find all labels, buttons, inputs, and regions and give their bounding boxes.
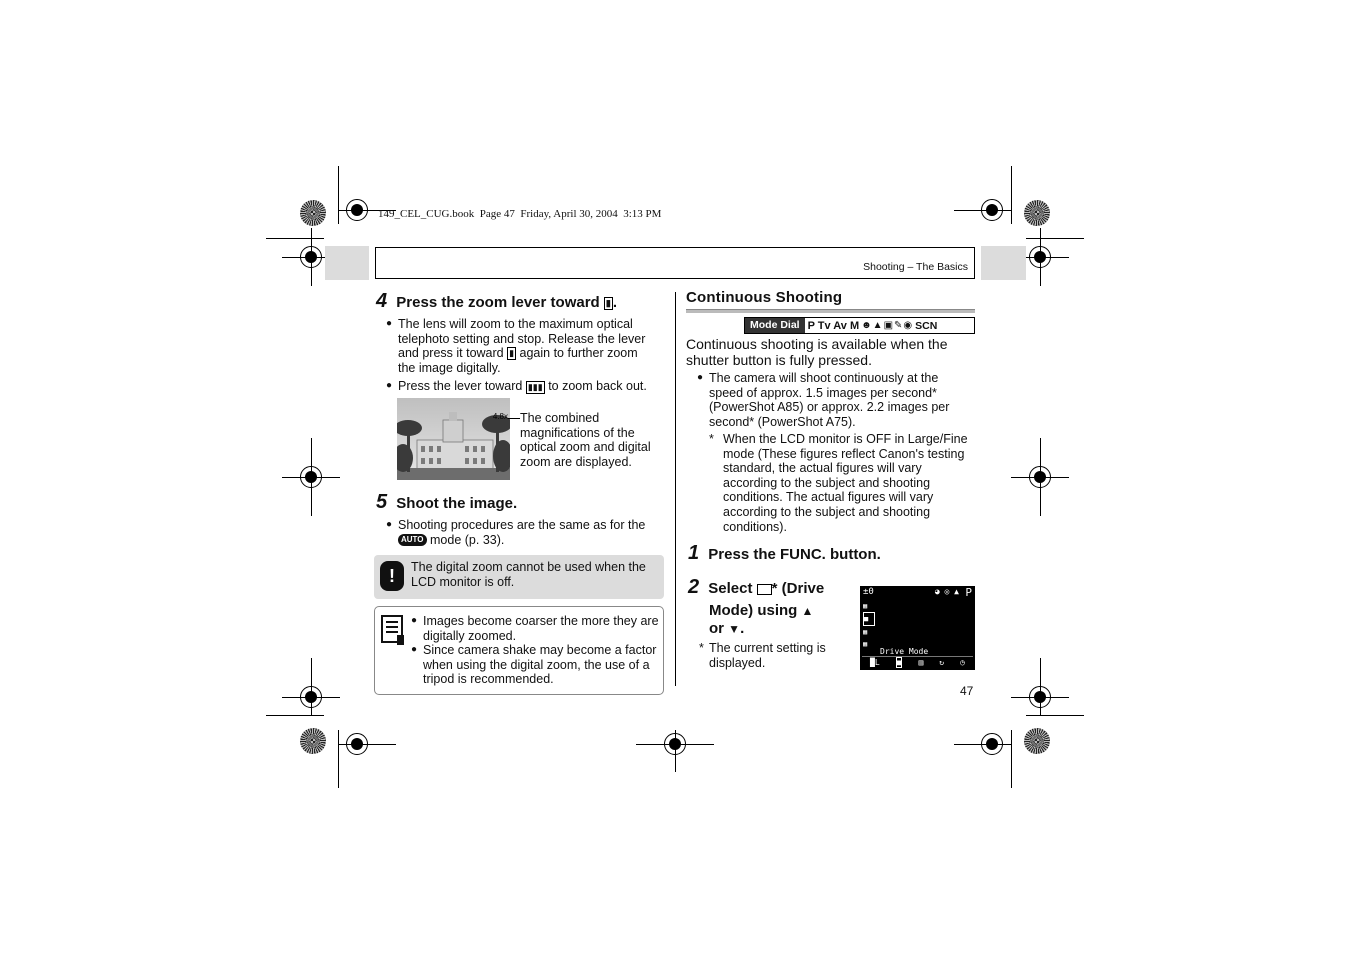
notes-box (374, 606, 664, 695)
note-asterisk: * (699, 641, 704, 655)
side-tab-left (325, 246, 369, 280)
bullet-text: to zoom back out. (548, 379, 647, 394)
section-title-continuous-shooting: Continuous Shooting (686, 289, 843, 306)
step-4-title-end: . (612, 294, 617, 311)
page-number: 47 (960, 684, 974, 698)
bullet-text: again to further zoom the image digitally. (398, 346, 638, 375)
crop-line (338, 166, 339, 224)
telephoto-icon: ▮ (605, 297, 611, 308)
step-1-heading (688, 542, 881, 565)
file-info: 149_CEL_CUG.book Page 47 Friday, April 30, 2004 3:13 PM (378, 208, 662, 220)
section-title: Shooting – The Basics (863, 261, 968, 273)
color-target-bottom-left (300, 728, 326, 754)
step-4-title: Press the zoom lever toward (396, 294, 600, 311)
step-2-title: Select (708, 580, 753, 597)
up-arrow-icon: ▲ (801, 604, 814, 618)
crop-line (311, 438, 312, 516)
scn-label: SCN (915, 319, 938, 332)
crop-line (266, 715, 324, 716)
list-item (386, 379, 666, 394)
crop-line (954, 744, 1012, 745)
step-5-heading (376, 491, 666, 514)
intro-text: Continuous shooting is available when the shutter button is fully pressed. (686, 336, 948, 368)
step-4 (376, 290, 666, 394)
list-item: ● Since camera shake may become a factor when using the digital zoom, the use of a tripod is recommended. (411, 643, 659, 687)
bullet-text: Shooting procedures are the same as for the (398, 518, 646, 532)
caution-text: The digital zoom cannot be used when the LCD monitor is off. (411, 560, 646, 589)
caption-leader-line (508, 418, 520, 419)
single-shot-icon (757, 584, 772, 595)
step-2-title: * (Drive (771, 580, 825, 597)
crop-line (1040, 438, 1041, 516)
color-target-top-left (300, 200, 326, 226)
crop-line (675, 730, 676, 772)
title-rule (686, 309, 975, 313)
photo-caption: The combined magnifications of the optical zoom and digital zoom are displayed. (520, 411, 651, 469)
notes-list (411, 614, 659, 687)
page-header (375, 247, 975, 279)
mode-dial-strip (744, 317, 975, 334)
mode-dial-label: Mode Dial (745, 318, 805, 333)
list-item (386, 518, 666, 547)
drive-mode-label: Drive Mode (880, 647, 929, 656)
zoom-readout: 4.8x (492, 412, 508, 421)
crop-line (311, 658, 312, 716)
ev-value: ±0 (863, 587, 874, 597)
step-number: 4 (376, 290, 388, 312)
scene-mode-icons: ☻▲▣✎◉ (861, 320, 914, 331)
step-number: 5 (376, 491, 388, 513)
list-item: ● Images become coarser the more they are digitally zoomed. (411, 614, 659, 643)
step-number: 2 (688, 576, 700, 598)
list-item (386, 317, 656, 375)
footnote-asterisk: * (709, 432, 714, 446)
crop-line (338, 730, 339, 788)
drive-options-bar: █L ■ ▥ ↻ ◷ (862, 656, 973, 668)
auto-mode-icon: AUTO (398, 534, 427, 546)
crop-line (266, 238, 324, 239)
footnote-text: When the LCD monitor is OFF in Large/Fine mode (These figures reflect Canon's testing standard, the actual figures will vary according to the subject and shooting conditions. The actual figures will vary according to the subject and shooting conditions). (723, 432, 968, 534)
mode-letters: P Tv Av M (807, 319, 860, 332)
wide-angle-icon: ▮▮▮ (527, 381, 543, 392)
zoom-example-photo (397, 398, 510, 480)
telephoto-icon: ▮ (509, 348, 515, 359)
crop-line (1026, 238, 1084, 239)
shooting-mode: P (965, 586, 972, 599)
crop-line (1040, 658, 1041, 716)
building-photo (397, 398, 510, 480)
step-2-title: Mode) using (709, 602, 798, 619)
step-2-note (699, 641, 839, 670)
step-2-title: or (709, 620, 724, 637)
column-divider (675, 292, 676, 686)
note-text: The current setting is displayed. (709, 641, 826, 670)
step-5-title: Shoot the image. (396, 495, 518, 512)
step-number: 1 (688, 542, 700, 564)
crop-line (311, 228, 312, 286)
crop-line (338, 744, 396, 745)
color-target-top-right (1024, 200, 1050, 226)
footnote (709, 432, 977, 534)
bullet-text: mode (p. 33). (430, 532, 505, 547)
step-2-heading (688, 578, 848, 598)
lcd-screen (860, 586, 975, 670)
crop-line (1026, 715, 1084, 716)
step-1-title: Press the FUNC. button. (708, 546, 881, 563)
color-target-bottom-right (1024, 728, 1050, 754)
crop-line (1011, 730, 1012, 788)
step-2-heading-line2: Mode) using ▲ or ▼. (709, 602, 814, 637)
status-icons: ◕ ◎ ▲ (934, 587, 959, 596)
caution-icon: ! (380, 561, 404, 591)
down-arrow-icon: ▼ (728, 622, 741, 636)
crop-line (1011, 166, 1012, 224)
menu-icons: ▦ ■ ▦ ▦ (863, 600, 875, 650)
step-5 (376, 491, 666, 547)
list-item: ● The camera will shoot continuously at the speed of approx. 1.5 images per second* (PowerShot A85) or approx. 2.2 images per second* (PowerShot A75). (697, 371, 975, 429)
bullet-text: Press the lever toward (398, 379, 523, 394)
bullet-text: The lens will zoom to the maximum optical telephoto setting and stop. Release the lever and press it toward (398, 317, 646, 361)
step-4-heading (376, 290, 666, 313)
memo-icon (381, 615, 403, 643)
crop-line (954, 210, 1012, 211)
crop-line (1040, 228, 1041, 286)
caution-box (374, 555, 664, 599)
side-tab-right (981, 246, 1026, 280)
